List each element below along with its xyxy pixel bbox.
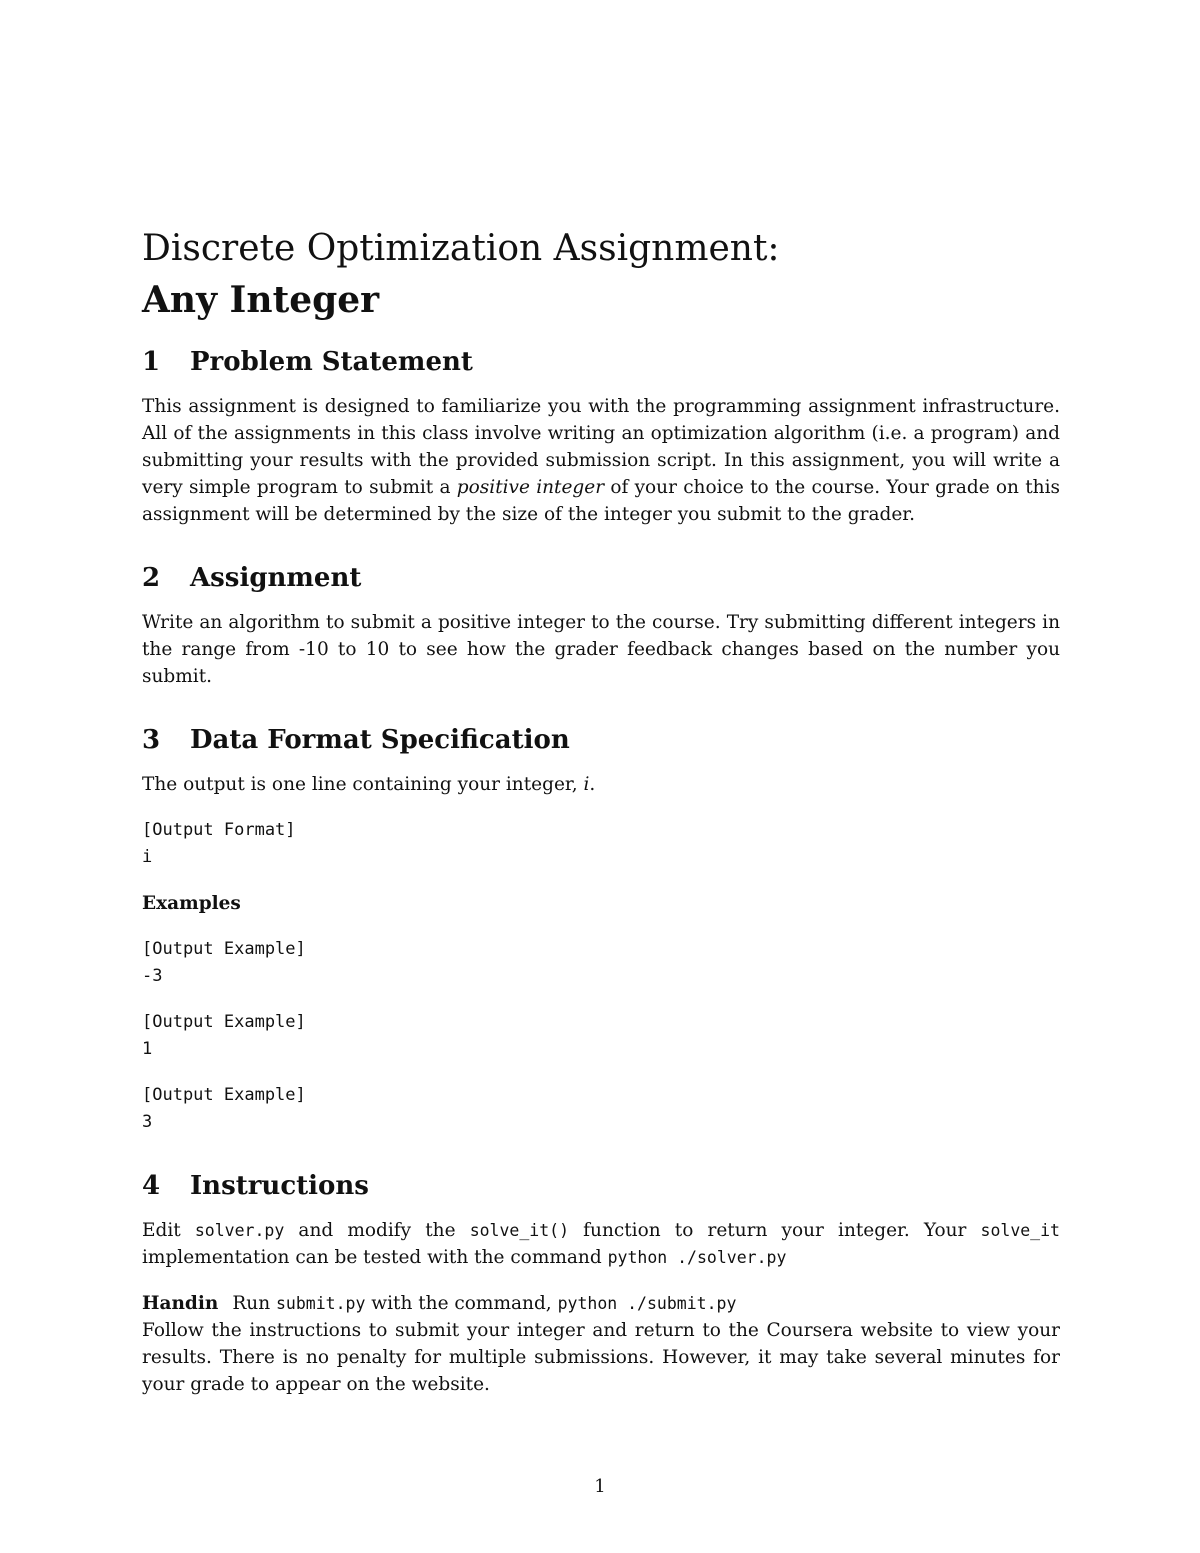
paragraph-text: implementation can be tested with the command bbox=[142, 1247, 608, 1268]
output-format-block bbox=[142, 817, 1060, 871]
section-heading-assignment bbox=[142, 560, 1060, 596]
section-number: 1 bbox=[142, 347, 161, 377]
section-heading-instructions bbox=[142, 1168, 1060, 1204]
paragraph-text: Edit bbox=[142, 1220, 195, 1241]
code-solve-function: solve_it() bbox=[469, 1221, 570, 1240]
data-format-paragraph bbox=[142, 771, 1060, 798]
output-example-block bbox=[142, 1009, 1060, 1063]
output-example-block bbox=[142, 1082, 1060, 1136]
handin-label: Handin bbox=[142, 1293, 219, 1314]
section-heading-problem-statement bbox=[142, 344, 1060, 380]
section-number: 3 bbox=[142, 725, 161, 755]
page-number: 1 bbox=[594, 1476, 606, 1497]
variable-text: i bbox=[583, 774, 590, 795]
section-title: Assignment bbox=[190, 563, 362, 593]
problem-statement-paragraph bbox=[142, 393, 1060, 528]
code-solver-file: solver.py bbox=[194, 1221, 285, 1240]
paragraph-text: function to return your integer. Your bbox=[569, 1220, 981, 1241]
output-format-label: [Output Format] bbox=[142, 820, 296, 840]
output-example-value: 3 bbox=[142, 1112, 153, 1132]
instructions-paragraph bbox=[142, 1217, 1060, 1271]
output-example-value: 1 bbox=[142, 1039, 153, 1059]
paragraph-text: Follow the instructions to submit your integer and return to the Coursera website to view your results. There is no penalty for multiple submissions. However, it may take several minutes for your grade to appear on the website. bbox=[142, 1320, 1060, 1395]
emphasis-text: positive integer bbox=[456, 477, 605, 498]
section-title: Data Format Specification bbox=[190, 725, 570, 755]
document-title-line1: Discrete Optimization Assignment: bbox=[142, 228, 780, 269]
paragraph-text: Run bbox=[232, 1293, 276, 1314]
paragraph-text: The output is one line containing your integer, bbox=[142, 774, 584, 795]
examples-heading: Examples bbox=[142, 893, 241, 914]
handin-paragraph bbox=[142, 1290, 1060, 1398]
section-title: Instructions bbox=[190, 1171, 369, 1201]
section-heading-data-format bbox=[142, 722, 1060, 758]
paragraph-text: with the command, bbox=[365, 1293, 558, 1314]
code-submit-command: python ./submit.py bbox=[557, 1294, 737, 1313]
code-submit-file: submit.py bbox=[275, 1294, 366, 1313]
paragraph-text: . bbox=[589, 774, 596, 795]
output-example-label: [Output Example] bbox=[142, 1085, 306, 1105]
section-title: Problem Statement bbox=[190, 347, 473, 377]
code-solve-it: solve_it bbox=[980, 1221, 1060, 1240]
output-example-value: -3 bbox=[142, 966, 163, 986]
section-number: 4 bbox=[142, 1171, 161, 1201]
output-example-label: [Output Example] bbox=[142, 939, 306, 959]
paragraph-text: of your choice to the course. Your grade on this assignment will be determined by the size of the integer you submit to the grader. bbox=[142, 477, 1060, 525]
output-format-value: i bbox=[142, 847, 153, 867]
paragraph-text: This assignment is designed to familiarize you with the programming assignment infrastructure. All of the assignments in this class involve writing an optimization algorithm (i.e. a program) and submitting your results with the provided submission script. In this assignment, you will write a very simple program to submit a bbox=[142, 396, 1060, 498]
section-number: 2 bbox=[142, 563, 161, 593]
output-example-block bbox=[142, 936, 1060, 990]
code-solver-command: python ./solver.py bbox=[607, 1248, 787, 1267]
output-example-label: [Output Example] bbox=[142, 1012, 306, 1032]
paragraph-text: and modify the bbox=[284, 1220, 470, 1241]
document-page bbox=[142, 226, 1060, 1398]
assignment-paragraph: Write an algorithm to submit a positive integer to the course. Try submitting different integers in the range from -10 to 10 to see how the grader feedback changes based on the number you submit. bbox=[142, 612, 1060, 687]
document-title-line2: Any Integer bbox=[142, 279, 380, 321]
